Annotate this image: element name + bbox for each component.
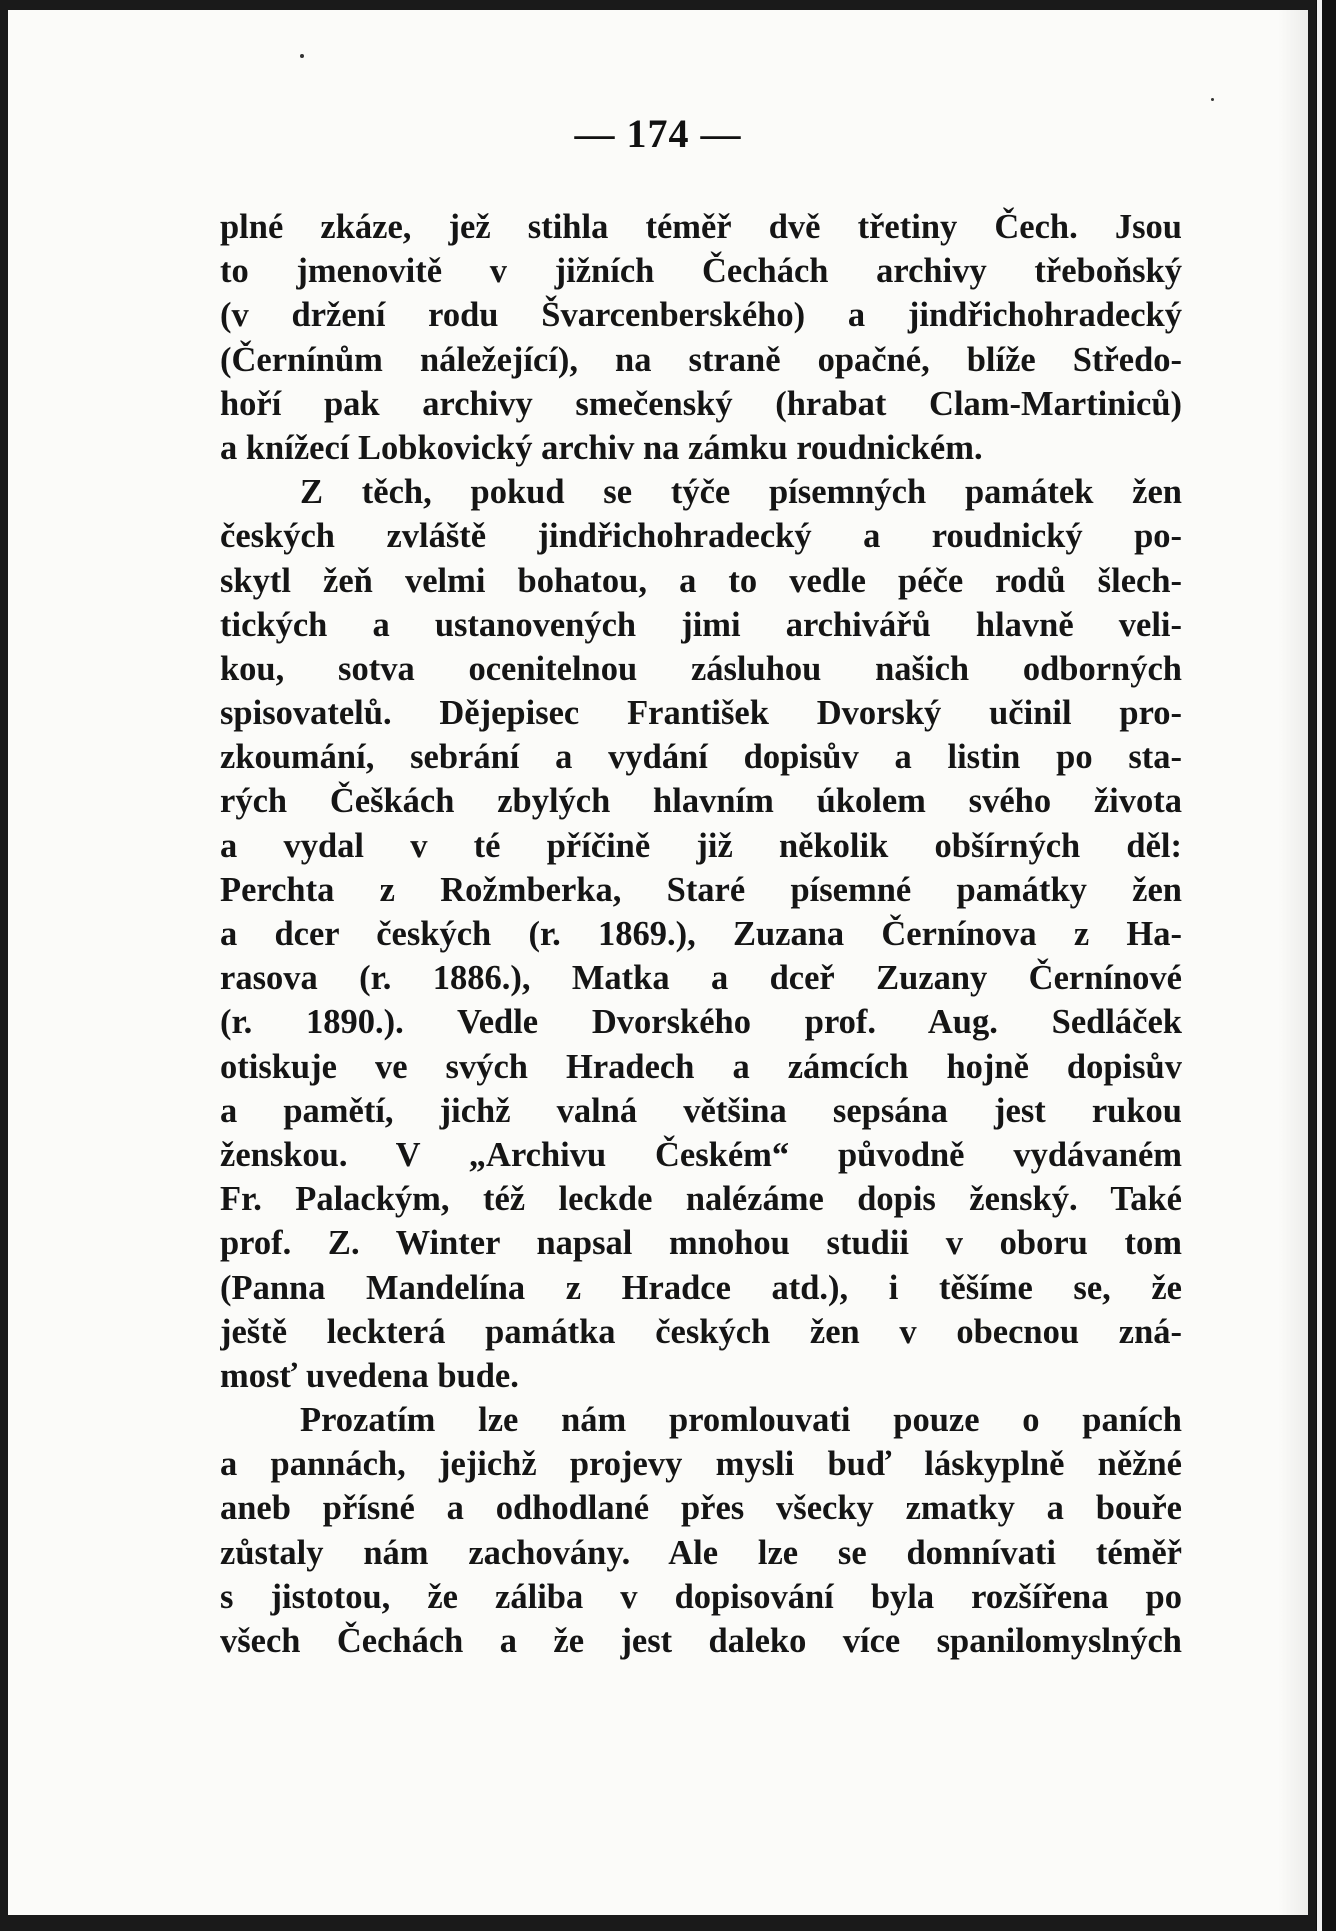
page-number: — 174 — (574, 111, 742, 156)
text-line: (Černínům náležející), na straně opačné, blíže Středo- (220, 340, 1182, 379)
text-line: ještě leckterá památka českých žen v obecnou zná- (220, 1312, 1182, 1351)
text-line: Fr. Palackým, též leckde nalézáme dopis ženský. Také (220, 1180, 1182, 1219)
text-line: (r. 1890.). Vedle Dvorského prof. Aug. Sedláček (220, 1003, 1182, 1042)
text-line: skytl žeň velmi bohatou, a to vedle péče rodů šlech- (220, 561, 1182, 600)
text-line: a dcer českých (r. 1869.), Zuzana Černínova z Ha- (220, 915, 1182, 953)
text-line: hoří pak archivy smečenský (hrabat Clam-Martiniců) (220, 384, 1182, 423)
text-line: to jmenovitě v jižních Čechách archivy třeboňský (220, 252, 1182, 291)
text-line: mosť uvedena bude. (220, 1356, 519, 1395)
text-line: tických a ustanovených jimi archivářů hlavně veli- (220, 605, 1182, 644)
scan-speck (1211, 98, 1214, 101)
text-line: rých Češkách zbylých hlavním úkolem svého života (220, 782, 1182, 821)
text-line: ženskou. V „Archivu Českém“ původně vydávaném (220, 1135, 1182, 1174)
scan-speck (300, 54, 304, 58)
text-line: zkoumání, sebrání a vydání dopisův a listin po sta- (220, 738, 1182, 777)
text-line: (v držení rodu Švarcenberského) a jindřichohradecký (220, 296, 1182, 335)
text-line: prof. Z. Winter napsal mnohou studii v oboru tom (220, 1224, 1182, 1263)
text-line: a pannách, jejichž projevy mysli buď láskyplně něžné (220, 1445, 1182, 1484)
text-line: spisovatelů. Dějepisec František Dvorský učinil pro- (220, 694, 1182, 733)
text-line: českých zvláště jindřichohradecký a roudnický po- (220, 517, 1182, 556)
text-line: (Panna Mandelína z Hradce atd.), i těšíme se, že (220, 1268, 1182, 1307)
scan-edge-line (1317, 0, 1322, 1931)
text-line: a pamětí, jichž valná většina sepsána jest rukou (220, 1091, 1182, 1130)
book-page (8, 10, 1308, 1915)
text-line: s jistotou, že záliba v dopisování byla rozšířena po (220, 1577, 1182, 1616)
text-line: otiskuje ve svých Hradech a zámcích hojně dopisův (220, 1047, 1182, 1086)
text-line: aneb přísné a odhodlané přes všecky zmatky a bouře (220, 1489, 1182, 1528)
text-line: Prozatím lze nám promlouvati pouze o paních (300, 1401, 1182, 1440)
text-line: kou, sotva ocenitelnou zásluhou našich odborných (220, 649, 1182, 688)
text-line: a knížecí Lobkovický archiv na zámku roudnickém. (220, 428, 983, 467)
text-line: Perchta z Rožmberka, Staré písemné památky žen (220, 870, 1182, 909)
text-line: rasova (r. 1886.), Matka a dceř Zuzany Černínové (220, 959, 1182, 998)
text-line: a vydal v té příčině již několik obšírných děl: (220, 826, 1182, 865)
text-line: zůstaly nám zachovány. Ale lze se domnívati téměř (220, 1533, 1182, 1572)
text-line: plné zkáze, jež stihla téměř dvě třetiny Čech. Jsou (220, 208, 1182, 246)
body-text (220, 205, 1182, 1663)
text-line: Z těch, pokud se týče písemných památek žen (300, 473, 1182, 512)
text-line: všech Čechách a že jest daleko více spanilomyslných (220, 1622, 1182, 1660)
